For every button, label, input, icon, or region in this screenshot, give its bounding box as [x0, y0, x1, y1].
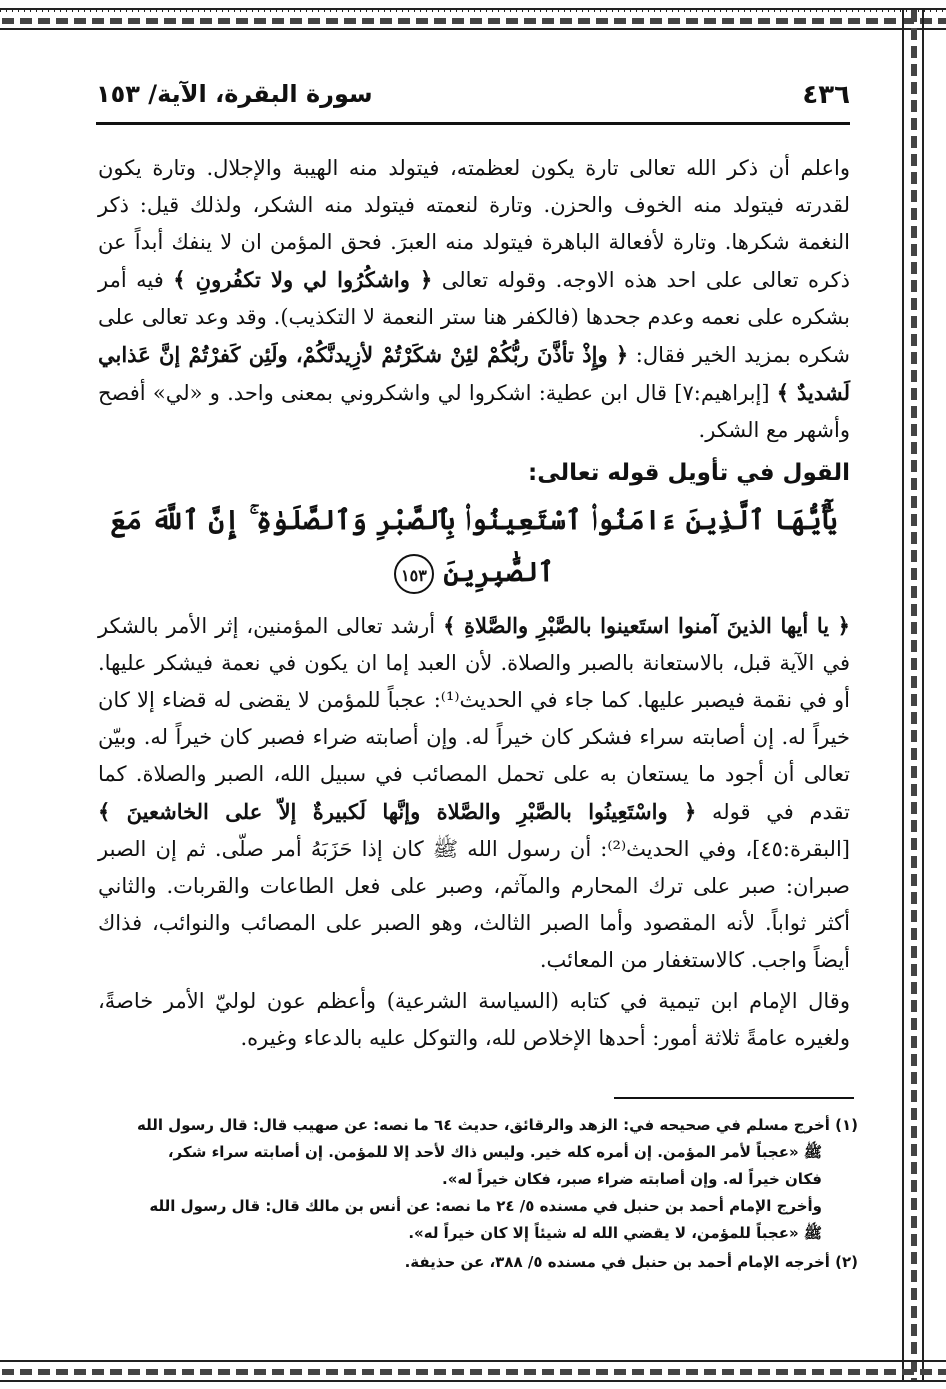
- paragraph-2: [98, 607, 850, 979]
- ayah-number-mark: ١٥٣: [394, 554, 434, 594]
- paragraph-1: [98, 150, 850, 449]
- footnote-rule: [614, 1097, 854, 1099]
- paragraph-2-text-b: [البقرة:٤٥]، وفي الحديث⁽²⁾: أن رسول الله ﷺ كان إذا حَزَبَهُ أمر صلّى. ثم إن الصبر صبران: صبر على ترك المحارم والمآثم، وصبر على فعل الطاعات والقربات. والثاني أكثر ثواباً. لأنه المقصود وأما الصبر الثالث، وهو الصبر على المصائب والنوائب، فذاك أيضاً واجب. كالاستغفار من المعائب.: [98, 837, 850, 972]
- quran-quote: ﴿ واسْتَعِينُوا بالصَّبْرِ والصَّلاة وإنَّها لَكبيرةٌ إلاّ على الخاشعينَ ﴾: [98, 799, 697, 824]
- paragraph-1-text-c: [إبراهيم:٧] قال ابن عطية: اشكروا لي واشكروني بمعنى واحد. و «لي» أفصح وأشهر مع الشكر.: [98, 381, 850, 442]
- decorative-border-top: [0, 8, 946, 30]
- decorative-border-right: [902, 8, 924, 1382]
- footnote-line: (١) أخرج مسلم في صحيحه في: الزهد والرقائق، حديث ٦٤ ما نصه: عن صهيب قال: قال رسول الله: [136, 1116, 858, 1134]
- running-title: سورة البقرة، الآية/ ١٥٣: [96, 80, 373, 108]
- footnote-line: (٢) أخرجه الإمام أحمد بن حنبل في مسنده ٥/ ٣٨٨، عن حذيفة.: [404, 1253, 858, 1271]
- footnotes: [98, 1112, 858, 1278]
- paragraph-2-text: أرشد تعالى المؤمنين، إثر الأمر بالشكر في الآية قبل، بالاستعانة بالصبر والصلاة. لأن العبد إما ان يكون في نعمة فيشكر عليها. أو في نقمة فيصبر عليها. كما جاء في الحديث⁽¹⁾: عجباً للمؤمن لا يقضى له قضاء إلا كان خيراً له. إن أصابته سراء فشكر كان خيراً له. وإن أصابته ضراء فصبر كان خيراً له. وبيّن تعالى أن أجود ما يستعان به على تحمل المصائب في سبيل الله، الصبر والصلاة. كما تقدم في قوله: [98, 614, 850, 824]
- paragraph-1-text: واعلم أن ذكر الله تعالى تارة يكون لعظمته، فيتولد منه الهيبة والإجلال. وتارة يكون لقدرته فيتولد منه الخوف والحزن. وتارة لنعمته فيتولد منه الشكر، ولذلك قيل: ذكر النغمة شكرها. وتارة لأفعالة الباهرة فيتولد منه العبرَ. فحق المؤمن ان لا ينفك أبداً عن ذكره تعالى على احد هذه الاوجه. وقوله تعالى: [98, 156, 850, 292]
- quran-quote: ﴿ يا أيها الذينَ آمنوا استَعينوا بالصَّبْرِ والصَّلاةِ ﴾: [443, 613, 850, 638]
- verse-text: يَٰٓأَيُّهَا ٱلَّذِينَ ءَامَنُوا۟ ٱسْتَعِينُوا۟ بِٱلصَّبْرِ وَٱلصَّلَوٰةِ ۚ إِنَّ ٱللَّهَ مَعَ ٱلصَّٰبِرِينَ: [110, 505, 838, 588]
- quran-quote: ﴿ وإِذْ تأذَّنَ ربُّكُمْ لئِنْ شكَرْتُمْ لأزِيدنَّكُمْ، ولَئِن كَفرْتُمْ إنَّ عَذابي لَشديدٌ ﴾: [98, 342, 850, 405]
- section-heading: القول في تأويل قوله تعالى:: [528, 460, 850, 486]
- page-header: [96, 74, 850, 124]
- footnote-line: وأخرج الإمام أحمد بن حنبل في مسنده ٥/ ٢٤ ما نصه: عن أنس بن مالك قال: قال رسول الله: [149, 1197, 822, 1215]
- footnote-line: ﷺ «عجباً للمؤمن، لا يقضي الله له شيئاً إلا كان خيراً له».: [408, 1224, 822, 1242]
- main-text: [98, 150, 850, 1061]
- footnote-line: فكان خيراً له. وإن أصابته ضراء صبر، فكان خيراً له».: [442, 1170, 822, 1188]
- footnote-1: [98, 1112, 858, 1247]
- verse-line: [98, 495, 850, 599]
- footnote-2: [98, 1249, 858, 1276]
- quran-quote: ﴿ واشكُرُوا لي ولا تكفُرونِ ﴾: [173, 267, 433, 292]
- paragraph-1-text-b: فيه أمر بشكره على نعمه وعدم جحدها (فالكفر هنا ستر النعمة لا التكذيب). وقد وعد تعالى على شكره بمزيد الخير فقال:: [98, 268, 850, 367]
- paragraph-3: وقال الإمام ابن تيمية في كتابه (السياسة الشرعية) وأعظم عون لوليّ الأمر خاصةً، ولغيره عامةً ثلاثة أمور: أحدها الإخلاص لله، والتوكل عليه بالدعاء وغيره.: [98, 989, 850, 1050]
- page-number: ٤٣٦: [802, 80, 850, 110]
- footnote-line: ﷺ «عجباً لأمر المؤمن. إن أمره كله خير. وليس ذاك لأحد إلا للمؤمن. إن أصابته سراء شكر،: [167, 1143, 822, 1161]
- header-rule: [96, 122, 850, 125]
- decorative-border-bottom: [0, 1360, 946, 1382]
